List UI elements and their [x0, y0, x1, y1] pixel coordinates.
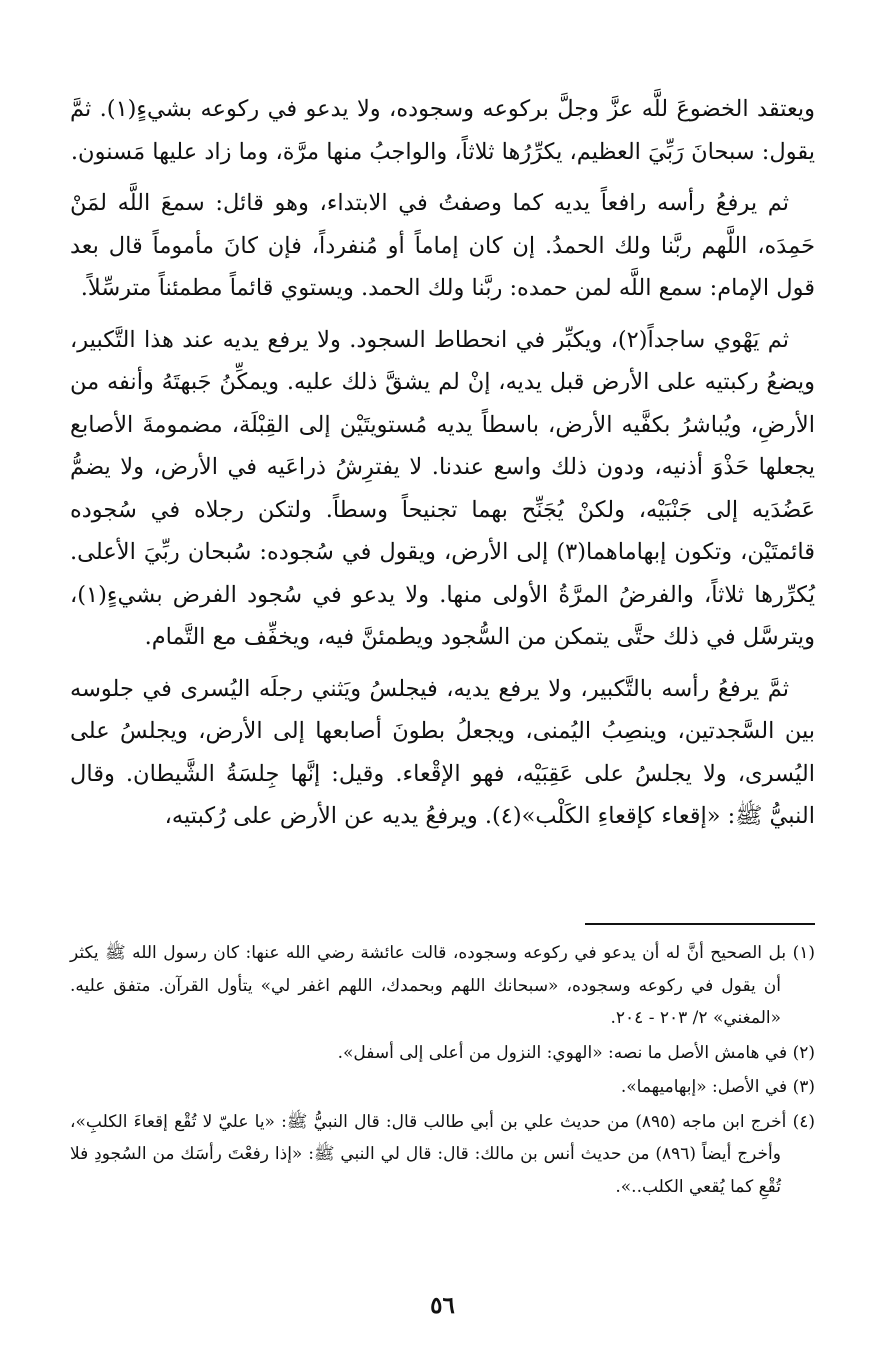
paragraph-2: ثم يرفعُ رأسه رافعاً يديه كما وصفتُ في الابتداء، وهو قائل: سمعَ اللَّه لمَنْ حَمِدَه، اللَّهم ربَّنا ولك الحمدُ. إن كان إماماً أو مُنفرداً، فإن كانَ مأموماً قال بعد قول الإمام: سمع اللَّه لمن حمده: ربَّنا ولك الحمد. ويستوي قائماً مطمئناً مترسِّلاً. — [70, 190, 815, 301]
footnotes — [70, 937, 815, 1203]
main-text — [70, 88, 815, 847]
footnote-2: (٢) في هامش الأصل ما نصه: «الهوي: النزول من أعلى إلى أسفل». — [337, 1042, 815, 1063]
paragraph-4: ثمَّ يرفعُ رأسه بالتَّكبير، ولا يرفع يديه، فيجلسُ ويَثني رجلَه اليُسرى في جلوسه بين السَّجدتين، وينصِبُ اليُمنى، ويجعلُ بطونَ أصابعها إلى الأرض، ويجلسُ على اليُسرى، ولا يجلسُ على عَقِبَيْه، فهو الإقْعاء. وقيل: إنَّها جِلسَةُ الشَّيطان. وقال النبيُّ ﷺ: «إقعاء كإقعاءِ الكَلْب»(٤). ويرفعُ يديه عن الأرض على رُكبتيه، — [70, 675, 815, 829]
paragraph-1: ويعتقد الخضوعَ للَّه عزَّ وجلَّ بركوعه وسجوده، ولا يدعو في ركوعه بشيءٍ(١). ثمَّ يقول: سبحانَ رَبِّيَ العظيم، يكرِّرُها ثلاثاً، والواجبُ منها مرَّة، وما زاد عليها مَسنون. — [70, 96, 815, 165]
footnote-3: (٣) في الأصل: «إبهاميهما». — [620, 1077, 815, 1097]
footnote-4: (٤) أخرج ابن ماجه (٨٩٥) من حديث علي بن أبي طالب قال: قال النبيُّ ﷺ: «يا عليّ لا تُقْع إقعاءَ الكلبِ»، وأخرج أيضاً (٨٩٦) من حديث أنس بن مالك: قال: قال لي النبي ﷺ: «إذا رفعْتَ رأسَك من السُجودِ فلا تُقْعِ كما يُقعي الكلب..». — [70, 1111, 815, 1197]
footnote-separator — [585, 923, 815, 925]
footnote-1: (١) بل الصحيح أنَّ له أن يدعو في ركوعه وسجوده، قالت عائشة رضي الله عنها: كان رسول الله ﷺ يكثر أن يقول في ركوعه وسجوده، «سبحانك اللهم وبحمدك، اللهم اغفر لي» يتأول القرآن. متفق عليه. «المغني» ٢/ ٢٠٣ - ٢٠٤. — [70, 943, 815, 1028]
page-number: ٥٦ — [430, 1292, 455, 1319]
paragraph-3: ثم يَهْوي ساجداً(٢)، ويكبِّر في انحطاط السجود. ولا يرفع يديه عند هذا التَّكبير، ويضعُ ركبتيه على الأرض قبل يديه، إنْ لم يشقَّ ذلك عليه. ويمكِّنُ جَبهتَهُ وأنفه من الأرضِ، ويُباشرُ بكفَّيه الأرض، باسطاً يديه مُستويتَيْن إلى القِبْلَة، مضمومةَ الأصابع يجعلها حَذْوَ أذنيه، ودون ذلك واسع عندنا. لا يفترِشُ ذراعَيه في الأرض، ولا يضمُّ عَضُدَيه إلى جَنْبَيْه، ولكنْ يُجَنِّح بهما تجنيحاً وسطاً. ولتكن رجلاه في سُجوده قائمتَيْن، وتكون إبهاماهما(٣) إلى الأرض، ويقول في سُجوده: سُبحان ربِّيَ الأعلى. يُكرِّرها ثلاثاً، والفرضُ المرَّةُ الأولى منها. ولا يدعو في سُجود الفرض بشيءٍ(١)، ويترسَّل في ذلك حتَّى يتمكن من السُّجود ويطمئنَّ فيه، ويخفِّف مع التَّمام. — [70, 326, 816, 650]
